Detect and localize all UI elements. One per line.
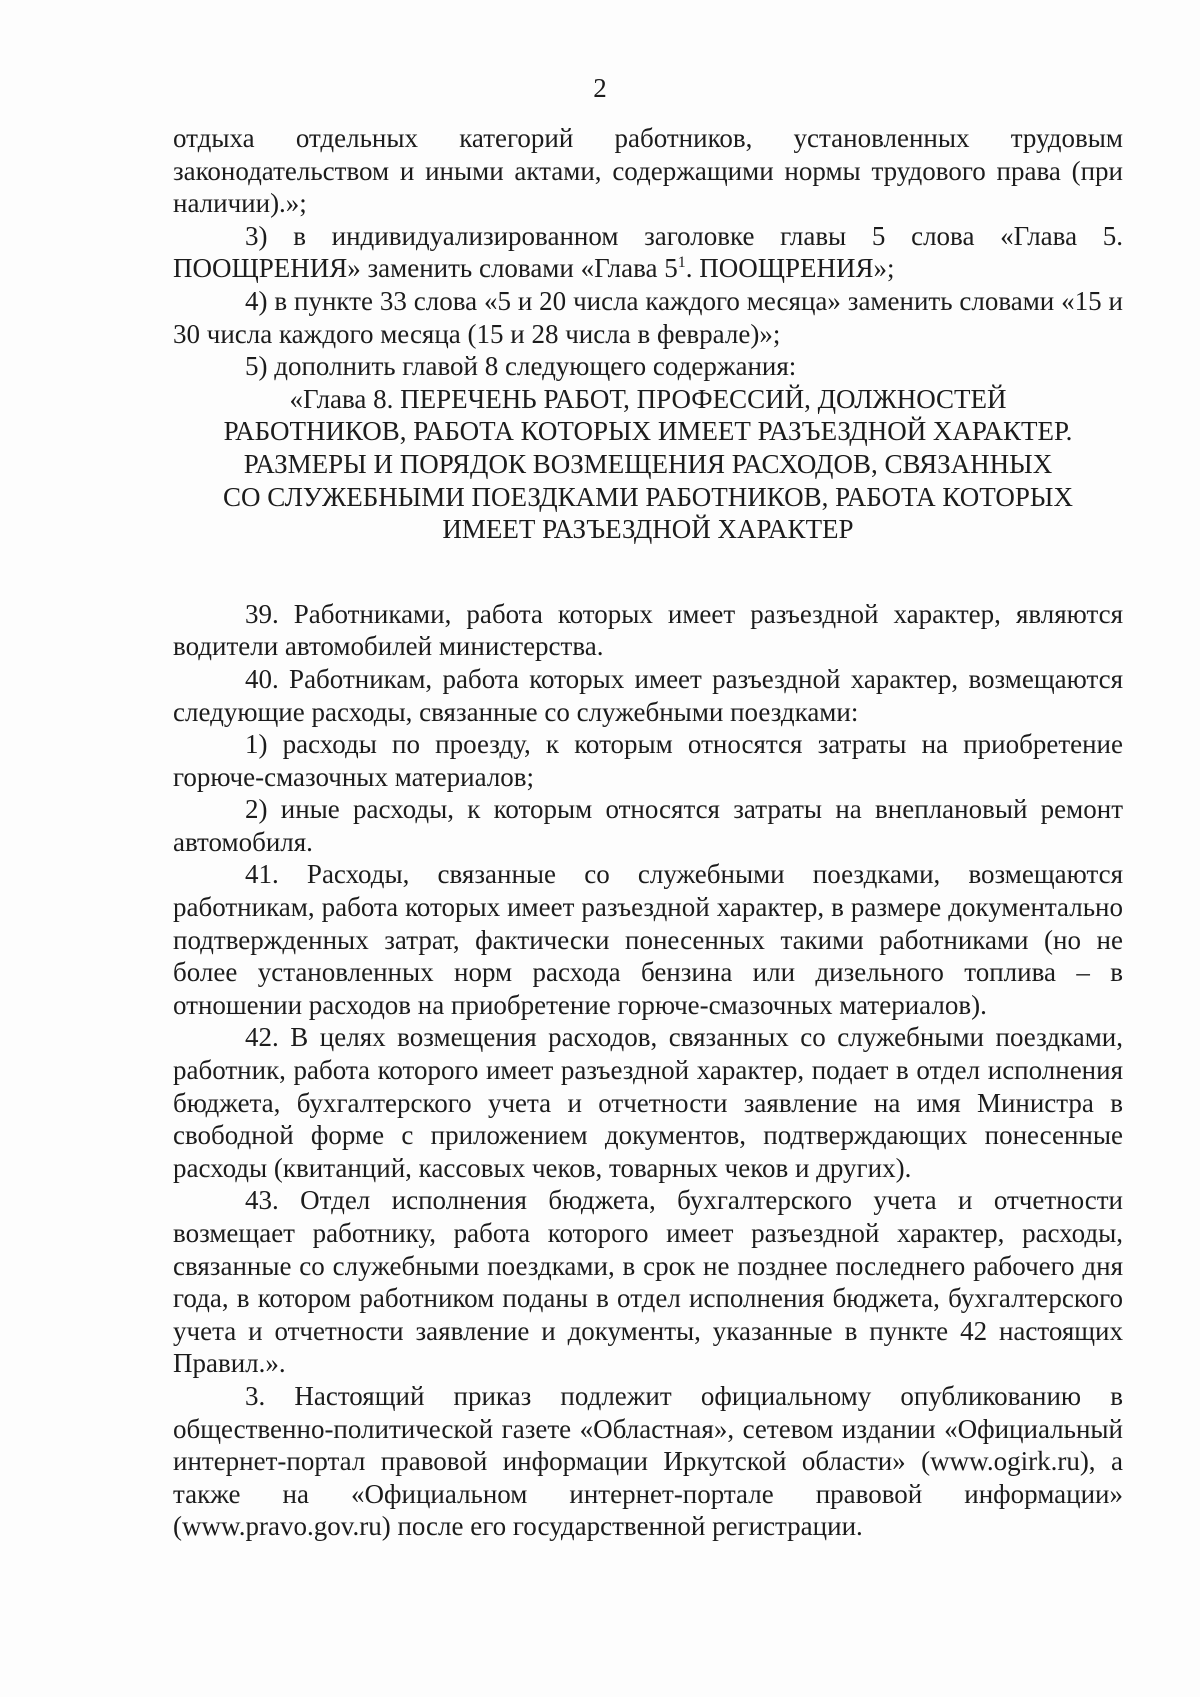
clause-41: 41. Расходы, связанные со служебными поездками, возмещаются работникам, работа которых имеет разъездной характер, в размере документально подтвержденных затрат, фактически понесенных такими работниками (но не более установленных норм расхода бензина или дизельного топлива – в отношении расходов на приобретение горюче-смазочных материалов). [173,859,1123,1020]
clause-40-item-2: 2) иные расходы, к которым относятся затраты на внеплановый ремонт автомобиля. [173,794,1123,857]
paragraph-item-5: 5) дополнить главой 8 следующего содержания: [245,351,797,382]
clause-39: 39. Работниками, работа которых имеет разъездной характер, являются водители автомобилей министерства. [173,598,1123,662]
chapter-heading-line: РАЗМЕРЫ И ПОРЯДОК ВОЗМЕЩЕНИЯ РАСХОДОВ, СВЯЗАННЫХ [243,448,1053,479]
clause-40-item-1: 1) расходы по проезду, к которым относятся затраты на приобретение горюче-смазочных материалов; [173,729,1123,792]
chapter-heading-line: РАБОТНИКОВ, РАБОТА КОТОРЫХ ИМЕЕТ РАЗЪЕЗДНОЙ ХАРАКТЕР. [223,416,1073,447]
paragraph-continuation: отдыха отдельных категорий работников, установленных трудовым законодательством и иными актами, содержащими нормы трудового права (при наличии).»; [173,123,1123,219]
chapter-heading-line: ИМЕЕТ РАЗЪЕЗДНОЙ ХАРАКТЕР [442,514,854,545]
chapter-heading-line: «Глава 8. ПЕРЕЧЕНЬ РАБОТ, ПРОФЕССИЙ, ДОЛЖНОСТЕЙ [289,383,1007,414]
clause-43: 43. Отдел исполнения бюджета, бухгалтерского учета и отчетности возмещает работнику, работа которого имеет разъездной характер, расходы, связанные со служебными поездками, в срок не позднее последнего рабочего дня года, в котором работником поданы в отдел исполнения бюджета, бухгалтерского учета и отчетности заявление и документы, указанные в пункте 42 настоящих Правил.». [173,1185,1123,1379]
document-body [173,122,1123,1543]
paragraph-item-4: 4) в пункте 33 слова «5 и 20 числа каждого месяца» заменить словами «15 и 30 числа каждого месяца (15 и 28 числа в феврале)»; [173,285,1123,349]
chapter-heading-line: СО СЛУЖЕБНЫМИ ПОЕЗДКАМИ РАБОТНИКОВ, РАБОТА КОТОРЫХ [223,481,1073,512]
page-number: 2 [593,73,607,103]
paragraph-item-3-text: 3) в индивидуализированном заголовке главы 5 слова «Глава 5. ПООЩРЕНИЯ» заменить словами «Глава 5 [173,220,1123,284]
order-point-3: 3. Настоящий приказ подлежит официальному опубликованию в общественно-политической газете «Областная», сетевом издании «Официальный интернет-портал правовой информации Иркутской области» (www.ogirk.ru), а также на «Официальном интернет-портале правовой информации» (www.pravo.gov.ru) после его государственной регистрации. [173,1380,1123,1542]
clause-40: 40. Работникам, работа которых имеет разъездной характер, возмещаются следующие расходы, связанные со служебными поездками: [173,663,1123,727]
superscript-1: 1 [677,254,686,272]
paragraph-item-3-tail: . ПООЩРЕНИЯ»; [685,253,895,284]
paragraph-item-3 [173,220,1123,285]
clause-42: 42. В целях возмещения расходов, связанных со служебными поездками, работник, работа которого имеет разъездной характер, подает в отдел исполнения бюджета, бухгалтерского учета и отчетности заявление на имя Министра в свободной форме с приложением документов, подтверждающих понесенные расходы (квитанций, кассовых чеков, товарных чеков и других). [173,1022,1123,1183]
chapter-8-heading [173,383,1123,546]
